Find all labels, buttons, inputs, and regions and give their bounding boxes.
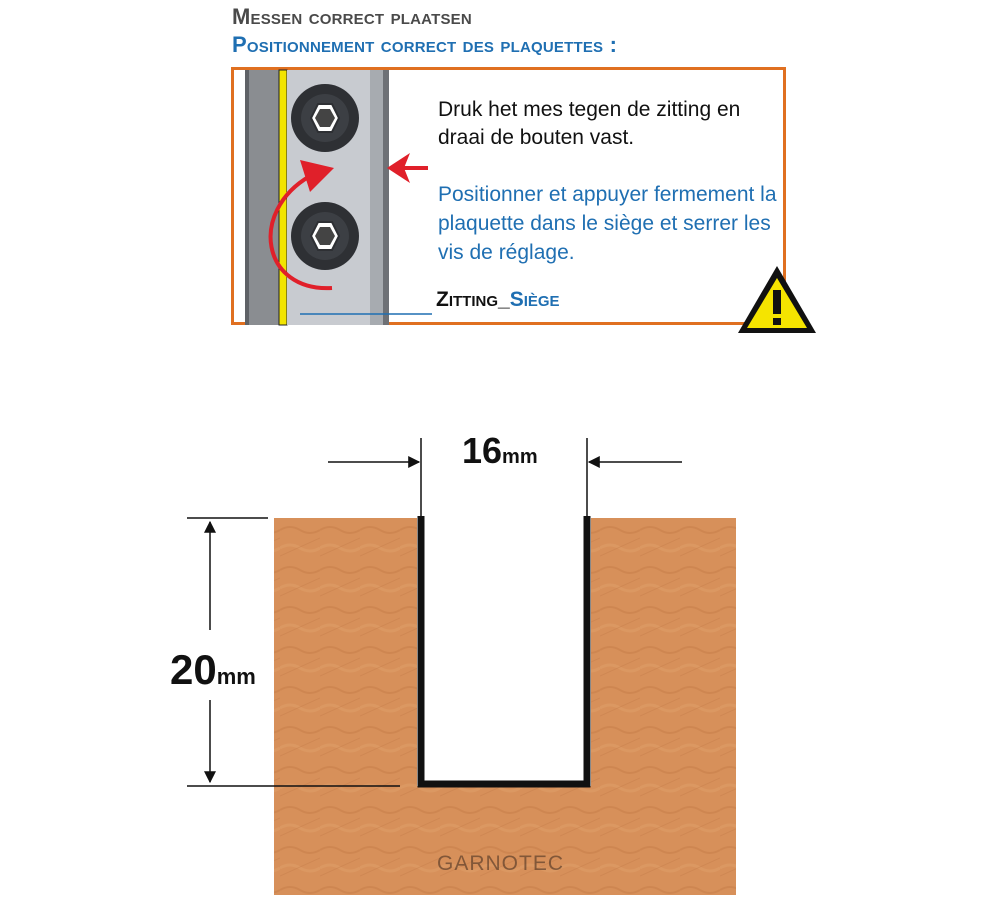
height-dimension-label xyxy=(170,646,256,694)
screw-icon xyxy=(291,202,359,270)
heading-french: Positionnement correct des plaquettes : xyxy=(232,32,618,57)
watermark: GARNOTEC xyxy=(437,852,565,875)
instruction-text-dutch: Druk het mes tegen de zitting en draai de bouten vast. xyxy=(438,98,741,149)
screw-icon xyxy=(291,84,359,152)
seat-label xyxy=(436,288,560,312)
height-unit: mm xyxy=(216,664,256,689)
groove xyxy=(417,516,591,786)
warning-icon xyxy=(738,266,816,333)
heading-dutch: Messen correct plaatsen xyxy=(232,4,472,29)
push-arrow-icon xyxy=(387,153,428,183)
seat-label-dutch: Zitting xyxy=(436,288,498,311)
seat-label-french: Siège xyxy=(509,288,560,311)
width-value: 16 xyxy=(462,430,503,471)
width-unit: mm xyxy=(502,446,538,468)
seat-label-separator: _ xyxy=(498,288,510,311)
height-value: 20 xyxy=(170,646,217,693)
instruction-text-french: Positionner et appuyer fermement la plaquette dans le siège et serrer les vis de réglage. xyxy=(438,183,777,264)
width-dimension-label xyxy=(462,430,538,472)
